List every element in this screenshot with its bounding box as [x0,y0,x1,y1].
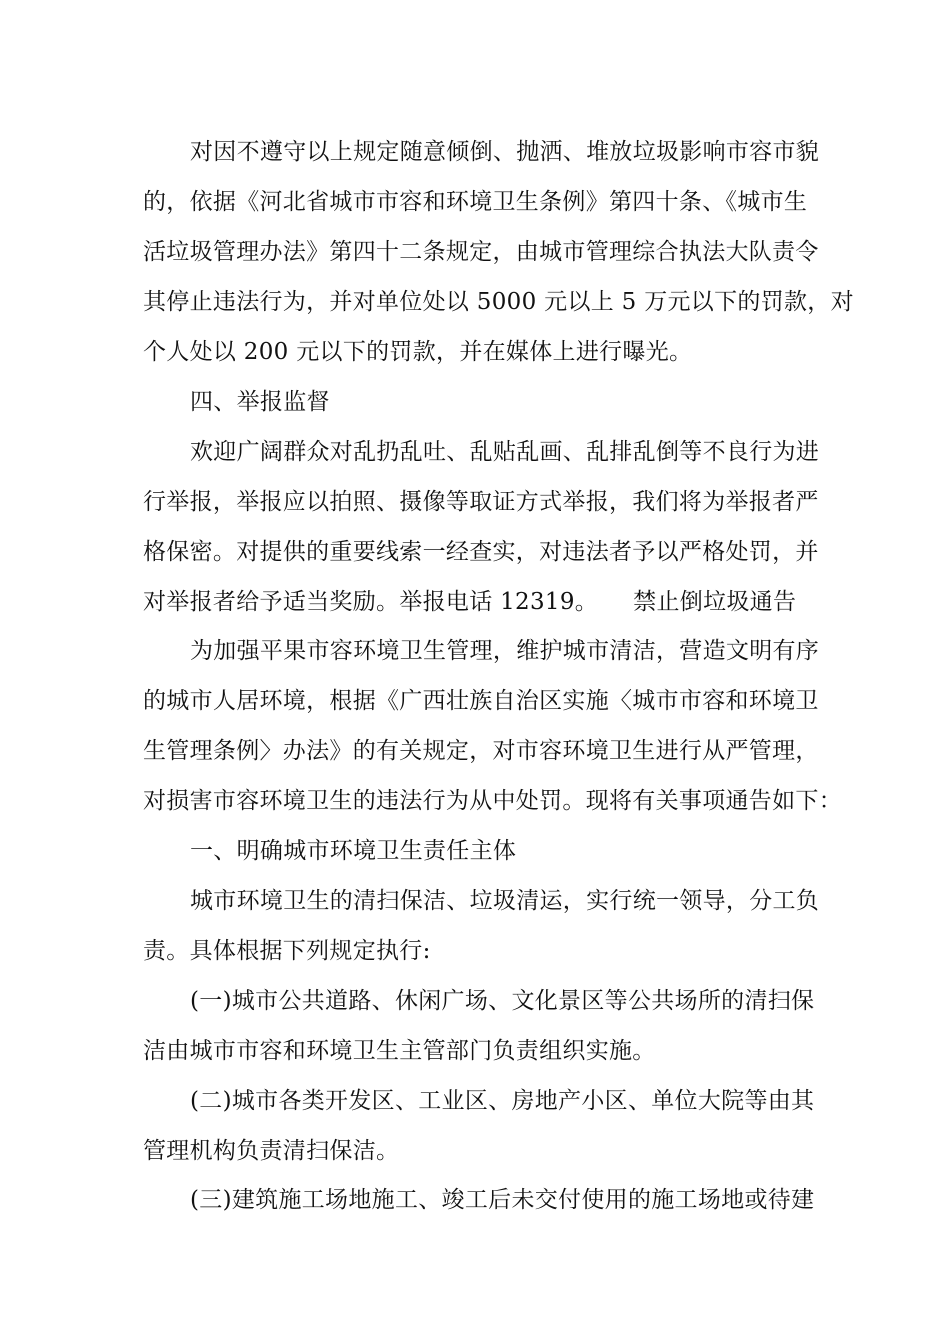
paragraph-line: 格保密。对提供的重要线索一经查实，对违法者予以严格处罚，并 [143,539,819,565]
list-item-line: 管理机构负责清扫保洁。 [143,1138,400,1164]
paragraph-line: 行举报，举报应以拍照、摄像等取证方式举报，我们将为举报者严 [143,489,819,515]
list-item-line: (三)建筑施工场地施工、竣工后未交付使用的施工场地或待建 [190,1187,815,1213]
paragraph-line: 活垃圾管理办法》第四十二条规定，由城市管理综合执法大队责令 [143,239,819,265]
paragraph-line: 对因不遵守以上规定随意倾倒、抛洒、堆放垃圾影响市容市貌 [190,139,820,165]
list-item-line: (二)城市各类开发区、工业区、房地产小区、单位大院等由其 [190,1088,815,1114]
list-item-line: 洁由城市市容和环境卫生主管部门负责组织实施。 [143,1038,656,1064]
paragraph-line: 城市环境卫生的清扫保洁、垃圾清运，实行统一领导，分工负 [190,888,820,914]
paragraph-line: 对举报者给予适当奖励。举报电话 12319。 禁止倒垃圾通告 [143,589,797,615]
list-item-line: (一)城市公共道路、休闲广场、文化景区等公共场所的清扫保 [190,988,815,1014]
paragraph-line: 其停止违法行为，并对单位处以 5000 元以上 5 万元以下的罚款，对 [143,289,854,315]
paragraph-line: 个人处以 200 元以下的罚款，并在媒体上进行曝光。 [143,339,693,365]
paragraph-line: 责。具体根据下列规定执行: [143,938,431,964]
paragraph-line: 的，依据《河北省城市市容和环境卫生条例》第四十条、《城市生 [143,189,808,215]
paragraph-line: 对损害市容环境卫生的违法行为从中处罚。现将有关事项通告如下： [143,788,842,814]
section-heading: 四、举报监督 [190,389,330,415]
paragraph-line: 为加强平果市容环境卫生管理，维护城市清洁，营造文明有序 [190,638,820,664]
paragraph-line: 生管理条例〉办法》的有关规定，对市容环境卫生进行从严管理， [143,738,819,764]
paragraph-line: 欢迎广阔群众对乱扔乱吐、乱贴乱画、乱排乱倒等不良行为进 [190,439,820,465]
paragraph-line: 的城市人居环境，根据《广西壮族自治区实施〈城市市容和环境卫 [143,688,819,714]
section-heading: 一、明确城市环境卫生责任主体 [190,838,517,864]
